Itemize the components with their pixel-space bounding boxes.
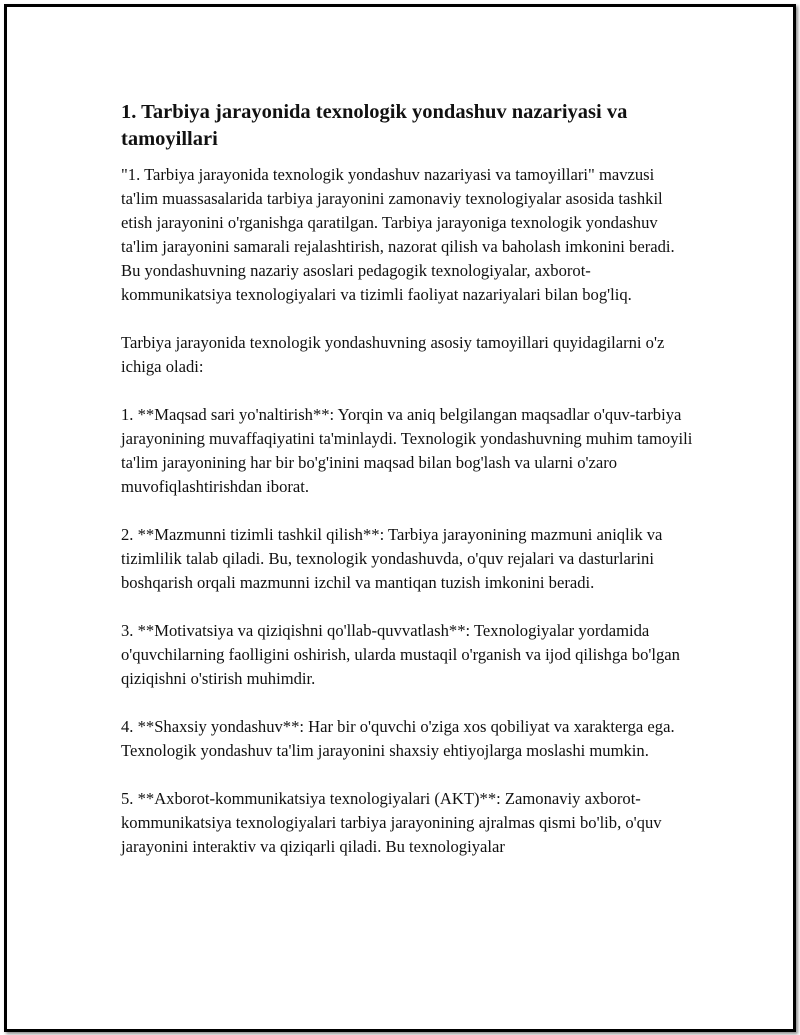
intro-paragraph: "1. Tarbiya jarayonida texnologik yondashuv nazariyasi va tamoyillari" mavzusi ta'lim muassasalarida tarbiya jarayonini zamonaviy texnologiyalar asosida tashkil etish jarayonini o'rganishga qaratilgan. Tarbiya jarayoniga texnologik yondashuv ta'lim jarayonini samarali rejalashtirish, nazorat qilish va baholash imkonini beradi. Bu yondashuvning nazariy asoslari pedagogik texnologiyalar, axborot-kommunikatsiya texnologiyalari va tizimli faoliyat nazariyalari bilan bog'liq. — [121, 165, 675, 304]
document-title: 1. Tarbiya jarayonida texnologik yondashuv nazariyasi va tamoyillari — [121, 101, 628, 150]
principle-3-paragraph: 3. **Motivatsiya va qiziqishni qo'llab-quvvatlash**: Texnologiyalar yordamida o'quvchilarning faolligini oshirish, ularda mustaqil o'rganish va ijod qilishga bo'lgan qiziqishni o'stirish muhimdir. — [121, 621, 680, 688]
principle-5-paragraph: 5. **Axborot-kommunikatsiya texnologiyalari (AKT)**: Zamonaviy axborot-kommunikatsiya texnologiyalari tarbiya jarayonining ajralmas qismi bo'lib, o'quv jarayonini interaktiv va qiziqarli qiladi. Bu texnologiyalar — [121, 789, 662, 856]
principle-2-paragraph: 2. **Mazmunni tizimli tashkil qilish**: Tarbiya jarayonining mazmuni aniqlik va tizimlilik talab qiladi. Bu, texnologik yondashuvda, o'quv rejalari va dasturlarini boshqarish orqali mazmunni izchil va mantiqan tuzish imkonini beradi. — [121, 525, 663, 592]
document-body — [121, 99, 693, 883]
principle-1-paragraph: 1. **Maqsad sari yo'naltirish**: Yorqin va aniq belgilangan maqsadlar o'quv-tarbiya jarayonining muvaffaqiyatini ta'minlaydi. Texnologik yondashuvning muhim tamoyili ta'lim jarayonining har bir bo'g'inini maqsad bilan bog'lash va ularni o'zaro muvofiqlashtirishdan iborat. — [121, 405, 693, 496]
principle-4-paragraph: 4. **Shaxsiy yondashuv**: Har bir o'quvchi o'ziga xos qobiliyat va xarakterga ega. Texnologik yondashuv ta'lim jarayonini shaxsiy ehtiyojlarga moslashi mumkin. — [121, 717, 675, 760]
principles-intro-paragraph: Tarbiya jarayonida texnologik yondashuvning asosiy tamoyillari quyidagilarni o'z ichiga oladi: — [121, 333, 665, 376]
document-page — [4, 4, 796, 1032]
